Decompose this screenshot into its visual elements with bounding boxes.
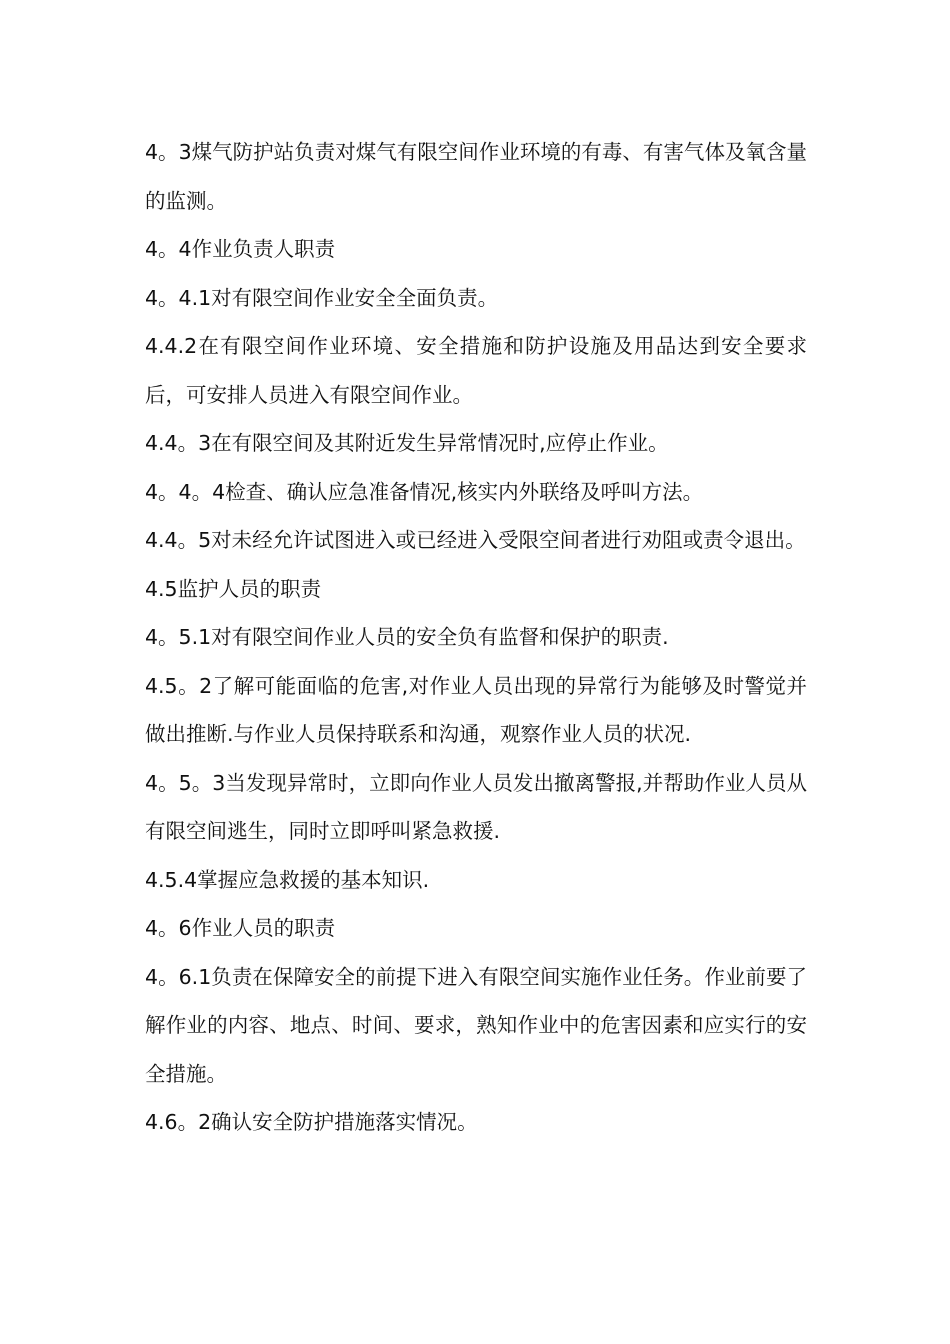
paragraph-4-3: 4。3煤气防护站负责对煤气有限空间作业环境的有毒、有害气体及氧含量的监测。 [145,140,807,213]
heading-4-6: 4。6作业人员的职责 [145,916,336,940]
paragraph-4-6-2: 4.6。2确认安全防护措施落实情况。 [145,1110,478,1134]
heading-4-5: 4.5监护人员的职责 [145,576,322,601]
document-body [145,128,807,1147]
paragraph-4-5-4: 4.5.4掌握应急救援的基本知识. [145,867,430,892]
paragraph-4-4-3: 4.4。3在有限空间及其附近发生异常情况时,应停止作业。 [145,431,669,455]
paragraph-4-4-5: 4.4。5对未经允许试图进入或已经进入受限空间者进行劝阻或责令退出。 [145,528,806,552]
paragraph-4-5-1: 4。5.1对有限空间作业人员的安全负有监督和保护的职责. [145,625,669,649]
paragraph-4-5-2: 4.5。2了解可能面临的危害,对作业人员出现的异常行为能够及时警觉并做出推断.与作业人员保持联系和沟通，观察作业人员的状况. [145,673,807,746]
paragraph-4-4-1: 4。4.1对有限空间作业安全全面负责。 [145,285,499,310]
paragraph-4-5-3: 4。5。3当发现异常时，立即向作业人员发出撤离警报,并帮助作业人员从有限空间逃生，同时立即呼叫紧急救援. [145,770,807,843]
paragraph-4-4-4: 4。4。4检查、确认应急准备情况,核实内外联络及呼叫方法。 [145,479,704,504]
paragraph-4-4-2: 4.4.2在有限空间作业环境、安全措施和防护设施及用品达到安全要求后，可安排人员进入有限空间作业。 [145,334,807,407]
heading-4-4: 4。4作业负责人职责 [145,237,336,261]
paragraph-4-6-1: 4。6.1负责在保障安全的前提下进入有限空间实施作业任务。作业前要了解作业的内容、地点、时间、要求，熟知作业中的危害因素和应实行的安全措施。 [145,964,807,1086]
